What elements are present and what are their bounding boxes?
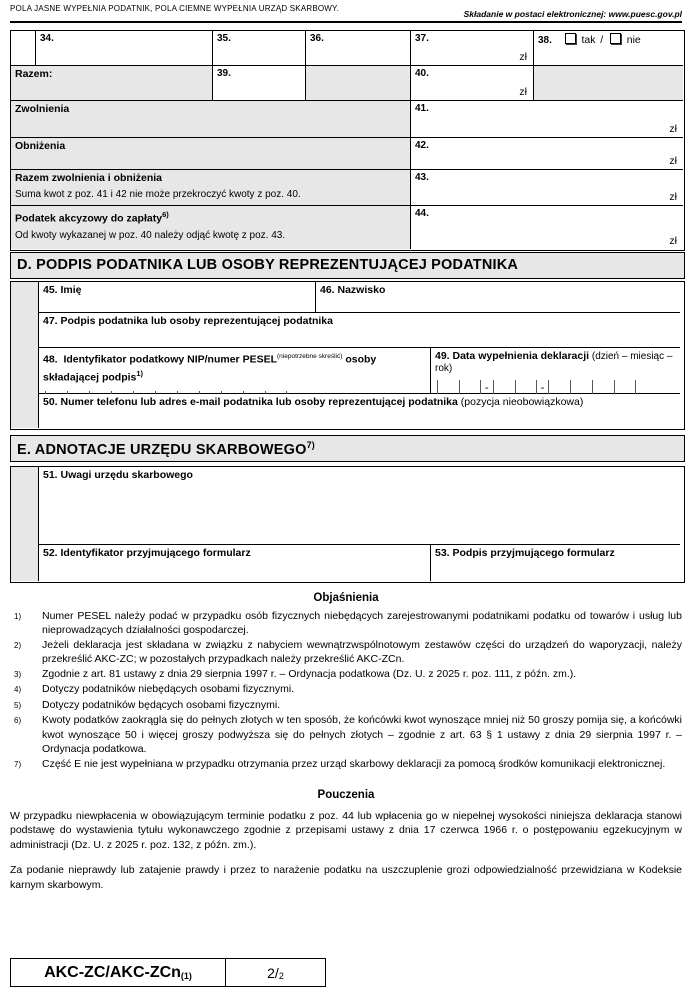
razem-zwolnienia-label-cell — [11, 170, 411, 206]
footnote-2: 2) Jeżeli deklaracja jest składana w związku z nabyciem wewnątrzwspólnotowym zestawów części do urządzeń do waporyzacji, należy przekreślić AKC-ZC; w pozostałych przypadkach należy przekreślić AKC-ZCn. — [14, 638, 682, 665]
field-42-currency: zł — [669, 155, 677, 167]
footnote-6: 6) Kwoty podatków zaokrągla się do pełnych złotych w ten sposób, że końcówki kwot wynoszące mniej niż 50 groszy pomija się, a końcówki kwot wynoszące 50 i więcej groszy podwyższa się do pełnych złotych – zgodnie z art. 63 § 1 ustawy z dnia 29 sierpnia 1997 r. – Ordynacja podatkowa. — [14, 714, 682, 755]
footnote-4: 4) Dotyczy podatników niebędących osobami fizycznymi. — [14, 683, 295, 695]
field-39[interactable] — [213, 66, 306, 101]
podatek-akcyzowy-label: Podatek akcyzowy do zapłaty$^{6)}$ — [15, 210, 169, 225]
obnizenia-label-cell — [11, 138, 411, 170]
field-44-number: 44. — [415, 208, 429, 219]
section-d-left-gutter — [11, 282, 39, 428]
field-53-label: 53. Podpis przyjmującego formularz — [435, 547, 615, 559]
field-49-dash-1: - — [485, 382, 489, 394]
field-48-strike-note: (niepotrzebne skreślić) — [277, 353, 343, 360]
field-35-number: 35. — [217, 33, 231, 44]
form-code-version: (1) — [180, 971, 192, 981]
field-38-slash: / — [600, 34, 604, 46]
field-50-label: 50. Numer telefonu lub adres e-mail podatnika lub osoby reprezentującej podatnika (pozycja nieobowiązkowa) — [43, 396, 584, 408]
notes-area — [10, 591, 682, 903]
section-e-left-gutter — [11, 467, 39, 581]
field-46-label: 46. Nazwisko — [320, 284, 386, 296]
field-40-currency: zł — [519, 86, 527, 98]
field-40[interactable] — [411, 66, 534, 101]
section-d-table — [10, 281, 685, 430]
podatek-akcyzowy-subtext: Od kwoty wykazanej w poz. 40 należy odjąć kwotę z poz. 43. — [15, 229, 286, 241]
field-36[interactable] — [306, 31, 411, 66]
razem-zwolnienia-label: Razem zwolnienia i obniżenia — [15, 172, 163, 184]
form-filling-note: POLA JASNE WYPEŁNIA PODATNIK, POLA CIEMNE WYPEŁNIA URZĄD SKARBOWY. — [10, 4, 339, 13]
footnote-3: 3) Zgodnie z art. 81 ustawy z dnia 29 sierpnia 1997 r. – Ordynacja podatkowa (Dz. U. z 2025 r. poz. 111, z późn. zm.). — [14, 667, 577, 680]
footnote-1: 1) Numer PESEL należy podać w przypadku osób fizycznych niebędących zarejestrowanymi podatnikami podatku od towarów i usług lub nieprowadzących działalności gospodarczej. — [14, 609, 682, 636]
field-48-footnote-ref: 1) — [136, 368, 144, 378]
field-34-rowstub — [11, 31, 36, 66]
tax-summary-table — [10, 30, 685, 251]
field-51-label: 51. Uwagi urzędu skarbowego — [43, 469, 193, 481]
section-e-table — [10, 466, 685, 583]
section-e-title: E. ADNOTACJE URZĘDU SKARBOWEGO$^{7)}$ — [17, 440, 315, 458]
field-43-currency: zł — [669, 191, 677, 203]
field-38-label-tak: tak — [581, 34, 596, 46]
pouczenia-paragraph-2: Za podanie nieprawdy lub zatajenie prawdy i przez to narażenie podatku na uszczuplenie grozi odpowiedzialność przewidziana w Kodeksie karnym skarbowym. — [10, 864, 682, 891]
field-34[interactable] — [36, 31, 213, 66]
field-45-imie[interactable] — [39, 282, 316, 313]
field-37-currency: zł — [519, 51, 527, 63]
field-37[interactable] — [411, 31, 534, 66]
efiling-note: Składanie w postaci elektronicznej: www.puesc.gov.pl — [463, 9, 682, 19]
obnizenia-label: Obniżenia — [15, 140, 66, 152]
field-45-label: 45. Imię — [43, 284, 82, 296]
razem-label: Razem: — [15, 68, 53, 80]
field-48-label: 48. Identyfikator podatkowy NIP/numer $PESEL^{(niepotrzebne skreślić)}$ osoby składającej podpis$^{1)}$ — [43, 353, 377, 383]
podatek-akcyzowy-label-cell — [11, 206, 411, 249]
field-40-number: 40. — [415, 68, 429, 79]
field-39-number: 39. — [217, 68, 231, 79]
field-35[interactable] — [213, 31, 306, 66]
field-49-dash-2: - — [540, 382, 545, 394]
field-44[interactable] — [411, 206, 683, 249]
field-43[interactable] — [411, 170, 683, 206]
header-divider — [10, 21, 682, 23]
footer-form-box — [10, 958, 326, 987]
field-37-number: 37. — [415, 33, 429, 44]
field-42[interactable] — [411, 138, 683, 170]
field-38-label-nie: nie — [626, 34, 641, 46]
page-indicator-sub: 2 — [278, 971, 284, 981]
field-38-number: 38. — [538, 35, 552, 46]
field-52-identyfikator[interactable] — [39, 545, 431, 581]
pouczenia-title: Pouczenia — [317, 789, 375, 801]
field-49-format-hint: (dzień – miesiąc – rok) — [435, 351, 673, 374]
section-e-footnote-ref: 7) — [306, 440, 315, 450]
razem-shaded-cell-1 — [306, 66, 411, 101]
field-38-checkbox-tak[interactable] — [565, 33, 576, 44]
section-d-header — [10, 252, 685, 279]
field-41-currency: zł — [669, 123, 677, 135]
razem-zwolnienia-subtext: Suma kwot z poz. 41 i 42 nie może przekroczyć kwoty z poz. 40. — [15, 189, 301, 200]
field-48-nip-pesel[interactable] — [39, 348, 431, 394]
field-53-podpis[interactable] — [431, 545, 680, 581]
footnote-5: 5) Dotyczy podatników będących osobami fizycznymi. — [14, 698, 281, 711]
field-41-number: 41. — [415, 103, 429, 114]
section-d-title: D. PODPIS PODATNIKA LUB OSOBY REPREZENTUJĄCEJ PODATNIKA — [17, 257, 519, 273]
field-47-label: 47. Podpis podatnika lub osoby reprezentującej podatnika — [43, 315, 333, 327]
field-38 — [534, 31, 683, 66]
objasnienia-title: Objaśnienia — [313, 592, 379, 604]
field-51-uwagi[interactable] — [39, 467, 680, 545]
field-50-kontakt[interactable] — [39, 394, 680, 428]
field-49-data[interactable] — [431, 348, 680, 394]
field-41[interactable] — [411, 101, 683, 138]
form-code: AKC-ZC/AKC-ZCn (1) — [11, 959, 226, 986]
razem-shaded-cell-2 — [534, 66, 683, 101]
footnote-7: 7) Część E nie jest wypełniana w przypadku otrzymania przez urząd skarbowy deklaracji za pomocą środków komunikacji elektronicznej. — [14, 757, 666, 770]
field-44-currency: zł — [669, 235, 677, 247]
zwolnienia-label: Zwolnienia — [15, 103, 70, 115]
field-36-number: 36. — [310, 33, 324, 44]
page-indicator: 2/ 2 — [226, 959, 325, 986]
field-52-label: 52. Identyfikator przyjmującego formularz — [43, 547, 251, 559]
field-42-number: 42. — [415, 140, 429, 151]
razem-label-cell — [11, 66, 213, 101]
section-e-header — [10, 435, 685, 462]
field-46-nazwisko[interactable] — [316, 282, 680, 313]
field-43-number: 43. — [415, 172, 429, 183]
podatek-akcyzowy-footnote-ref: 6) — [162, 210, 169, 219]
field-50-optional-note: (pozycja nieobowiązkowa) — [460, 396, 584, 408]
field-49-label: 49. Data wypełnienia deklaracji (dzień – miesiąc – rok) — [435, 350, 673, 374]
field-38-checkbox-nie[interactable] — [610, 33, 621, 44]
field-47-podpis[interactable] — [39, 313, 680, 348]
field-34-number: 34. — [40, 33, 54, 44]
pouczenia-paragraph-1: W przypadku niewpłacenia w obowiązującym terminie podatku z poz. 44 lub wpłacenia go w niepełnej wysokości niniejsza deklaracja stanowi podstawę do wystawienia tytułu wykonawczego zgodnie z przepisami ustawy z dnia 17 czerwca 1966 r. o postępowaniu egzekucyjnym w administracji (Dz. U. z 2025 r. poz. 132, z późn. zm.). — [10, 809, 682, 851]
zwolnienia-label-cell — [11, 101, 411, 138]
